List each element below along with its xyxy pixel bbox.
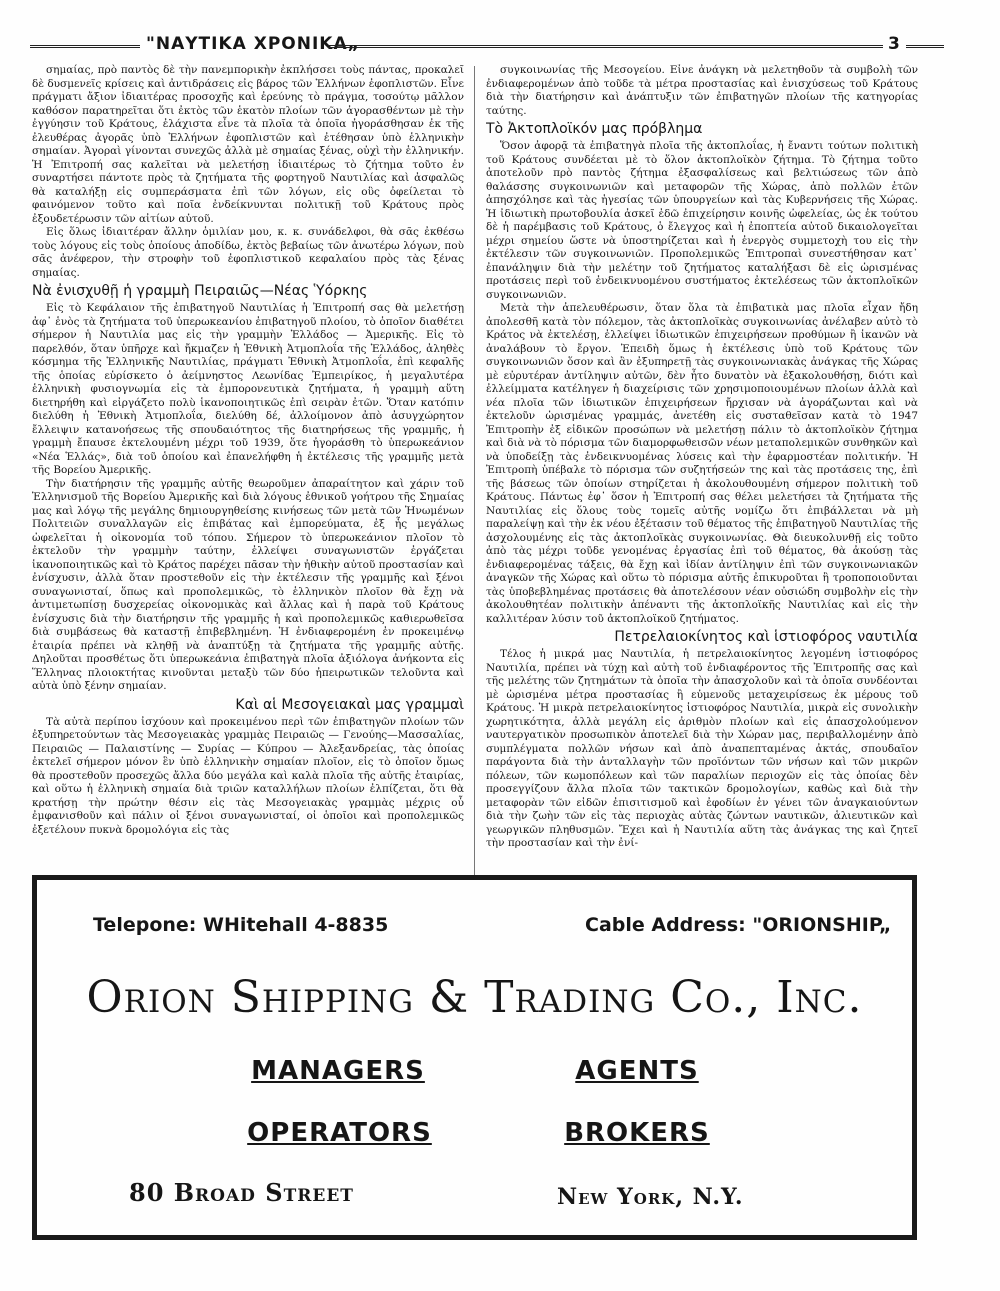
paragraph: Ὅσον ἀφορᾷ τὰ ἐπιβατηγὰ πλοῖα τῆς ἀκτοπλοΐας, ἡ ἔναντι τούτων πολιτικὴ τοῦ Κράτους συνδέεται μὲ τὸ ὅλον ἀκτοπλοϊκὸν ζήτημα. Τὸ ζήτημα τοῦτο ἀποτελοῦν πρὸ παντὸς ζήτημα ἐξασφαλίσεως καὶ βελτιώσεως τῶν ἀπὸ θαλάσσης συγκοινωνιῶν καὶ μεταφορῶν τῆς Χώρας, ἀπὸ πολλῶν ἐτῶν ἀπησχόλησε καὶ τὰς ἡγεσίας τῶν ὑπουργείων καὶ τὰς Κυβερνήσεις τῆς Χώρας. Ἡ ἰδιωτικὴ πρωτοβουλία ἀσκεῖ ἐδῶ ἐπιχείρησιν κοινῆς ὠφελείας, ὡς ἐκ τούτου δὲ ἡ παρέμβασις τοῦ Κράτους, ὁ ἔλεγχος καὶ ἡ ἐποπτεία αὐτοῦ δικαιολογεῖται μέχρι σημείου ὥστε νὰ ὑποστηρίζεται καὶ ἡ ἐνεργὸς συμμετοχὴ του εἰς τὴν ἐκτέλεσιν τῶν συγκοινωνιῶν. Προπολεμικῶς Ἐπιτροπαὶ συνεστήθησαν κατ᾽ ἐπανάληψιν διὰ τὴν μελέτην τοῦ ζητήματος καταλήξασι δὲ εἰς ὡρισμένας προτάσεις περὶ τοῦ ἐνδεικνυομένου συστήματος ἐκτελέσεως τῶν ἀκτοπλοϊκῶν συγκοινωνιῶν. [486,140,918,301]
paragraph: συγκοινωνίας τῆς Μεσογείου. Εἶνε ἀνάγκη νὰ μελετηθοῦν τὰ συμβολὴ τῶν ἐνδιαφερομένων ἀπὸ τοῦδε τὰ μέτρα προστασίας καὶ ἐνισχύσεως τοῦ Κράτους διὰ τὴν διατήρησιν καὶ ἀνάπτυξιν τῶν ἐπιβατηγῶν πλοίων τῆς κατηγορίας ταύτης. [486,64,918,117]
ad-label-managers: MANAGERS [251,1056,425,1086]
header-rule-middle [328,45,883,48]
header-rule-left [30,45,140,48]
paragraph: Εἰς τὸ Κεφάλαιον τῆς ἐπιβατηγοῦ Ναυτιλίας ἡ Ἐπιτροπή σας θὰ μελετήσῃ ἀφ᾽ ἑνὸς τὰ ζητήματα τοῦ ὑπερωκεανίου ἐπιβατηγοῦ πλοίου, τὸ ὁποῖον διαθέτει σήμερον ἡ Ναυτιλία μας εἰς τὴν γραμμὴν Ἑλλάδος — Ἀμερικῆς. Εἰς τὸ παρελθόν, ὅταν ὑπῆρχε καὶ ἤκμαζεν ἡ Ἐθνικὴ Ἀτμοπλοΐα τῆς Ἑλλάδος, ἀληθὲς κόσμημα τῆς Ἑλληνικῆς Ναυτιλίας, πράγματι Ἐθνικὴ Ἀτμοπλοΐα, ἐπὶ κεφαλῆς τῆς ὁποίας εὑρίσκετο ὁ ἀείμνηστος Λεωνίδας Ἐμπειρίκος, ἡ μεγαλυτέρα ἑλληνικὴ φυσιογνωμία εἰς τὰ ἐμπορονευτικὰ ζητήματα, ἡ γραμμὴ αὕτη διετηρήθη καὶ εἰργάζετο πολὺ ἱκανοποιητικῶς ἐπὶ σειρὰν ἐτῶν. Ὅταν κατόπιν διελύθη ἡ Ἐθνικὴ Ἀτμοπλοΐα, διελύθη δέ, ἀλλοίμονον ἀπὸ ἀσυγχώρητον ἔλλειψιν κατανοήσεως τῆς σπουδαιότητος τῆς διατηρήσεως τῆς γραμμῆς, ἡ γραμμὴ ἔπαυσε ἐκτελουμένη μέχρι τοῦ 1939, ὅτε ἠγοράσθη τὸ ὑπερωκεάνιον «Νέα Ἑλλάς», διὰ τοῦ ὁποίου καὶ ἐπανελήφθη ἡ ἐκτέλεσις τῆς γραμμῆς μετὰ τῆς Βορείου Ἀμερικῆς. [32,302,464,476]
paragraph: σημαίας, πρὸ παντὸς δὲ τὴν πανεμπορικὴν ἐκπλήσσει τοὺς πάντας, προκαλεῖ δὲ δυσμενεῖς κρίσεις καὶ ἀντιδράσεις εἰς βάρος τῶν Ἑλλήνων ἐφοπλιστῶν. Εἶνε πράγματι ἄξιον ἰδιαιτέρας προσοχῆς καὶ ἐρεύνης τὸ πράγμα, τοσούτῳ μᾶλλον καθόσον παρατηρεῖται ὅτι ἐκτὸς τῶν ἑκατὸν πλοίων τῶν ἀγορασθέντων μὲ τὴν ἐγγύησιν τοῦ Κράτους, ἐλάχιστα εἶνε τὰ πλοῖα τὰ ὁποῖα ἠγοράσθησαν ἐκ τῆς ἐλευθέρας ἀγορᾶς ὑπὸ Ἑλλήνων ἐφοπλιστῶν καὶ ἐτέθησαν ὑπὸ ἑλληνικὴν σημαίαν. Ἀγοραὶ γίνονται συνεχῶς ἀλλὰ μὲ σημαίας ξένας, οὐχὶ τὴν ἑλληνικήν. Ἡ Ἐπιτροπή σας καλεῖται νὰ μελετήσῃ ἰδιαιτέρως τὸ ζήτημα τοῦτο ἐν συναρτήσει πάντοτε πρὸς τὰ ζητήματα τῆς φορτηγοῦ Ναυτιλίας καὶ ἀσφαλῶς θὰ καταλήξῃ εἰς συμπεράσματα ἐπὶ τῶν λόγων, εἰς οὓς ὀφείλεται τὸ φαινόμενον τοῦτο καὶ ποῖα ἐνδείκνυνται πολιτικῇ τοῦ Κράτους πρὸς ἐξουδετέρωσιν τῶν αἰτίων αὐτοῦ. [32,64,464,225]
ad-city: New York, N.Y. [557,1184,744,1210]
ad-label-brokers: BROKERS [564,1118,710,1148]
page-header [28,34,913,60]
section-heading: Πετρελαιοκίνητος καὶ ἱστιοφόρος ναυτιλία [614,629,918,645]
ad-telephone: Telepone: WHitehall 4-8835 [93,914,389,936]
paragraph: Τὴν διατήρησιν τῆς γραμμῆς αὐτῆς θεωροῦμεν ἀπαραίτητον καὶ χάριν τοῦ Ἑλληνισμοῦ τῆς Βορείου Ἀμερικῆς καὶ διὰ λόγους ἐθνικοῦ γοήτρου τῆς Σημαίας μας καὶ λόγῳ τῆς μεγάλης δημιουργηθείσης κινήσεως τῶν μετὰ τῶν Ἡνωμένων Πολιτειῶν συναλλαγῶν εἰς ἐπιβάτας καὶ ἐμπορεύματα, ἐξ ἧς μεγάλως ὠφελεῖται ἡ οἰκονομία τοῦ τόπου. Σήμερον τὸ ὑπερωκεάνιον πλοῖον τὸ ἐκτελοῦν τὴν γραμμὴν ταύτην, ἐλλείψει συναγωνιστῶν ἐργάζεται ἱκανοποιητικῶς καὶ τὸ Κράτος παρέχει πᾶσαν τὴν ἠθικὴν αὐτοῦ προστασίαν καὶ ἐνίσχυσιν, ἀλλὰ ὅταν προστεθοῦν εἰς τὴν ἐκτέλεσιν τῆς γραμμῆς καὶ ξένοι συναγωνισταί, ὅπως καὶ προπολεμικῶς, τὸ ἑλληνικὸν πλοῖον θὰ ἔχῃ νὰ ἀντιμετωπίσῃ δυσχερείας οἰκονομικὰς καὶ ἄλλας καὶ ἡ παρὰ τοῦ Κράτους ἐνίσχυσις διὰ τὴν διατήρησιν τῆς γραμμῆς ἡ καὶ προπολεμικῶς καθιερωθεῖσα διὰ συμβάσεως θὰ καταστῇ ἐπιβεβλημένη. Ἡ ἐνδιαφερομένη ἐν προκειμένῳ ἑταιρία πρέπει νὰ κληθῇ νὰ ἀναπτύξῃ τὰ ζητήματα τῆς γραμμῆς αὐτῆς. Δηλοῦται προσθέτως ὅτι ὑπερωκεάνια ἐπιβατηγὰ πλοῖα ἀξιόλογα ἀνήκοντα εἰς Ἕλληνας πλοιοκτήτας κινοῦνται μεταξὺ τῶν δύο ἠπειρωτικῶν τελοῦντα καὶ αὐτὰ ὑπὸ ξένην σημαίαν. [32,477,464,692]
ad-label-operators: OPERATORS [247,1118,432,1148]
newspaper-title: "ΝΑΥΤΙΚΑ ΧΡΟΝΙΚΑ„ [146,34,360,54]
paragraph: Εἰς ὅλως ἰδιαιτέραν ἄλλην ὁμιλίαν μου, κ. κ. συνάδελφοι, θὰ σᾶς ἐκθέσω τοὺς λόγους εἰς τοὺς ὁποίους ἀποδίδω, ἐκτὸς βεβαίως τῶν ἀνωτέρω λόγων, ποὺ σᾶς ἀνέφερον, τὴν στροφὴν τοῦ ἐφοπλιστικοῦ κεφαλαίου πρὸς τὰς ξένας σημαίας. [32,226,464,279]
article-column-right [486,64,918,874]
paragraph: Τὰ αὐτὰ περίπου ἰσχύουν καὶ προκειμένου περὶ τῶν ἐπιβατηγῶν πλοίων τῶν ἐξυπηρετούντων τὰς Μεσογειακὰς γραμμὰς Πειραιῶς — Γενούης—Μασσαλίας, Πειραιῶς — Παλαιστίνης — Συρίας — Κύπρου — Ἀλεξανδρείας, τὰς ὁποίας ἐκτελεῖ σήμερον μόνον ἓν ὑπὸ ἑλληνικὴν σημαίαν πλοῖον, εἰς τὸ ὁποῖον ὅμως θὰ προστεθοῦν προσεχῶς ἄλλα δύο μεγάλα καὶ καλὰ πλοῖα τῆς αὐτῆς ἑταιρίας, καὶ οὕτω ἡ ἑλληνικὴ σημαία διὰ τριῶν καταλλήλων πλοίων ἐλπίζεται, ὅτι θὰ κρατήσῃ τὴν πρώτην θέσιν εἰς τὰς Μεσογειακὰς γραμμὰς μέχρις οὗ ἐμφανισθοῦν καὶ πάλιν οἱ ξένοι συναγωνισταί, οἱ ὁποῖοι καὶ προπολεμικῶς ἐξετέλουν πυκνὰ δρομολόγια εἰς τὰς [32,715,464,836]
advertisement-box [32,875,917,1240]
section-heading: Τὸ Ἀκτοπλοϊκόν μας πρόβλημα [486,121,703,137]
section-heading: Καὶ αἱ Μεσογειακαὶ μας γραμμαὶ [235,696,464,713]
page-number: 3 [888,34,900,54]
section-heading: Νὰ ἐνισχυθῇ ἡ γραμμὴ Πειραιῶς—Νέας Ὑόρκης [32,283,368,299]
ad-street-address: 80 Broad Street [129,1178,354,1207]
ad-label-agents: AGENTS [575,1056,699,1086]
ad-cable-address: Cable Address: "ORIONSHIP„ [585,914,892,936]
column-divider [474,66,475,876]
article-column-left [32,64,464,874]
header-rule-right [906,45,944,48]
paragraph: Τέλος ἡ μικρά μας Ναυτιλία, ἡ πετρελαιοκίνητος λεγομένη ἱστιοφόρος Ναυτιλία, πρέπει νὰ τύχῃ καὶ αὐτὴ τοῦ ἐνδιαφέροντος τῆς Ἐπιτροπῆς σας καὶ τῆς μελέτης τῶν ζητημάτων τὰ ὁποῖα τὴν ἀπασχολοῦν καὶ τὰ ὁποῖα συνδέονται μὲ ὡρισμένα μέτρα προστασίας ἢ εὐμενοῦς μεταχειρίσεως ἐκ μέρους τοῦ Κράτους. Ἡ μικρὰ πετρελαιοκίνητος ἱστιοφόρος Ναυτιλία, μικρὰ εἰς συνολικὴν χωρητικότητα, ἀλλὰ μεγάλη εἰς ἀριθμὸν πλοίων καὶ εἰς ἀπασχολούμενον ναυτεργατικὸν προσωπικὸν ἀποτελεῖ διὰ τὴν Χώραν μας, περιβαλλομένην ἀπὸ συμπλέγματα πολλῶν νήσων καὶ ἀπὸ ἀναπεπταμένας ἀκτάς, σπουδαῖον παράγοντα διὰ τὴν ἀνταλλαγὴν τῶν προϊόντων τῶν νήσων καὶ τῶν μικρῶν πόλεων, τῶν κωμοπόλεων καὶ τῶν παραλίων περιοχῶν εἰς τὰς ὁποίας δὲν προσεγγίζουν ἄλλα πλοῖα τῶν τακτικῶν δρομολογίων, καθὼς καὶ διὰ τὴν μεταφορὰν τῶν εἰδῶν ἐπισιτισμοῦ καὶ ἐφοδίων ἐν γένει τῶν ἀναγκαιούντων διὰ τὴν ζωὴν τῶν εἰς τὰς περιοχὰς αὐτὰς ζώντων ναυτικῶν, ἁλιευτικῶν καὶ γεωργικῶν πληθυσμῶν. Ἔχει καὶ ἡ Ναυτιλία αὕτη τὰς ἀνάγκας της καὶ ζητεῖ τὴν προστασίαν καὶ τὴν ἐνί- [486,648,918,849]
ad-company-name: Orion Shipping & Trading Co., Inc. [86,972,863,1023]
paragraph: Μετὰ τὴν ἀπελευθέρωσιν, ὅταν ὅλα τὰ ἐπιβατικὰ μας πλοῖα εἶχαν ἤδη ἀπολεσθῆ κατὰ τὸν πόλεμον, τὰς ἀκτοπλοϊκὰς συγκοινωνίας ἀνέλαβεν αὐτὸ τὸ Κράτος νὰ ἐκτελέσῃ, ἐλλείψει ἰδιωτικῶν ἐπιχειρήσεων προθύμων ἢ ἱκανῶν νὰ ἀναλάβουν τὸ ἔργον. Ἐπειδὴ ὅμως ἡ ἐκτέλεσις ὑπὸ τοῦ Κράτους τῶν συγκοινωνιῶν ὅσον καὶ ἂν ἐξυπηρετῇ τὰς συγκοινωνιακὰς ἀνάγκας τῆς Χώρας μὲ εὐρυτέραν ἀντίληψιν αὐτῶν, δὲν ἦτο δυνατὸν νὰ ἐξακολουθήσῃ, διότι καὶ ἐλλείμματα κατέληγεν ἡ διαχείρισις τῶν χρησιμοποιουμένων πλοίων ἀλλὰ καὶ νέα πλοῖα τῶν ἰδιωτικῶν ἐπιχειρήσεων ἤρχισαν νὰ ἀγοράζωνται καὶ νὰ ἐκτελοῦν ὡρισμένας γραμμάς, ἀνετέθη εἰς συσταθεῖσαν κατὰ τὸ 1947 Ἐπιτροπὴν ἐξ εἰδικῶν προσώπων νὰ μελετήσῃ πάλιν τὸ ἀκτοπλοϊκὸν ζήτημα καὶ διὰ νὰ τὸ πόρισμα τῶν διαμορφωθεισῶν νέων μεταπολεμικῶν συνθηκῶν καὶ νὰ ὑποδείξῃ τὰς ἐνδεικνυομένας λύσεις καὶ τὴν ἐφαρμοστέαν πολιτικήν. Ἡ Ἐπιτροπὴ ὑπέβαλε τὸ πόρισμα τῶν συζητήσεών της καὶ τὰς προτάσεις της, ἐπὶ τῆς βάσεως τῶν ὁποίων στηρίζεται ἡ ἀκολουθουμένη σήμερον πολιτικὴ τοῦ Κράτους. Πάντως ἐφ᾽ ὅσον ἡ Ἐπιτροπή σας θέλει μελετήσει τὰ ζητήματα τῆς Ναυτιλίας εἰς ὅλους τοὺς τομεῖς αὐτῆς νομίζω ὅτι ἐπιβάλλεται νὰ μὴ παραλείψῃ καὶ τὴν ἐκ νέου ἐξέτασιν τοῦ θέματος τῆς ἐπιβατηγοῦ Ναυτιλίας τῆς ἀσχολουμένης εἰς τὰς ἀκτοπλοϊκὰς συγκοινωνίας. Θὰ διευκολυνθῇ εἰς τοῦτο ἀπὸ τὰς μέχρι τοῦδε γενομένας ἐργασίας ἐπὶ τοῦ θέματος, θὰ ἀκούσῃ τὰς ἐνδιαφερομένας τάξεις, θὰ ἔχῃ καὶ ἰδίαν ἀντίληψιν ἐπὶ τῶν συγκοινωνιακῶν ἀναγκῶν τῆς Χώρας καὶ οὕτω τὸ πόρισμα αὐτῆς ἐπικυροῦται ἢ τροποποιοῦνται τὰς ὑποβεβλημένας προτάσεις θὰ ἀποτελέσουν νέαν οὐσιώδη συμβολὴν εἰς τὴν ἀκολουθητέαν πολιτικὴν ἀπέναντι τῆς ἀκτοπλοϊκῆς Ναυτιλίας καὶ εἰς τὴν καλλιτέραν λύσιν τοῦ ἀκτοπλοϊκοῦ ζητήματος. [486,302,918,625]
